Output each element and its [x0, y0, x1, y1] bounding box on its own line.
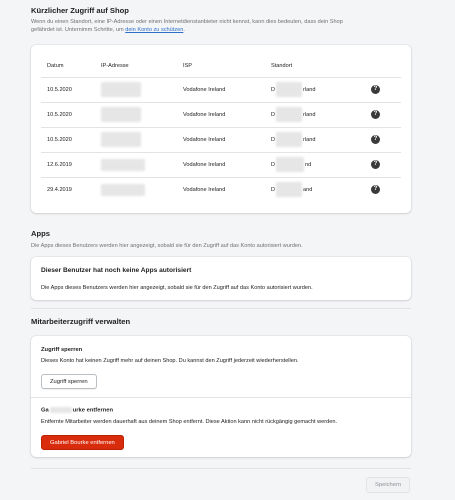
staff-access-card — [31, 336, 411, 457]
row-ip-redacted — [101, 152, 183, 177]
row-help — [371, 127, 401, 152]
location-suffix: and — [303, 187, 313, 194]
location-suffix: nd — [305, 161, 312, 168]
remove-title-prefix: Ga — [41, 407, 49, 414]
column-header-ip: IP-Adresse — [101, 55, 183, 77]
location-prefix: D — [271, 136, 276, 143]
section-divider — [31, 308, 411, 309]
recent-access-description — [31, 18, 421, 34]
apps-card-title: Dieser Benutzer hat noch keine Apps autorisiert — [41, 267, 192, 274]
table-row — [41, 77, 401, 102]
row-date: 29.4.2019 — [47, 186, 72, 193]
row-date: 10.5.2020 — [41, 77, 101, 102]
remove-staff-button[interactable]: Gabriel Bourke entfernen — [41, 435, 124, 450]
row-ip-redacted — [101, 102, 183, 127]
lock-access-title: Zugriff sperren — [41, 347, 83, 353]
row-help — [371, 102, 401, 127]
recent-access-desc-suffix: . — [183, 27, 185, 33]
lock-access-text: Dieses Konto hat keinen Zugriff mehr auf deinen Shop. Du kannst den Zugriff jederzeit wiederherstellen. — [41, 358, 299, 364]
column-header-location: Standort — [271, 55, 371, 77]
row-location — [271, 177, 371, 202]
row-date: 10.5.2020 — [41, 102, 101, 127]
column-header-help — [371, 55, 401, 77]
question-circle-icon[interactable]: ? — [371, 135, 380, 144]
save-button[interactable]: Speichern — [366, 477, 410, 493]
row-date: 10.5.2020 — [41, 127, 101, 152]
apps-card-text: Die Apps dieses Benutzers werden hier angezeigt, sobald sie für den Zugriff auf das Konto autorisiert wurden. — [41, 285, 313, 291]
table-row — [41, 177, 401, 202]
question-circle-icon[interactable]: ? — [371, 160, 380, 169]
table-header-row — [41, 55, 401, 77]
table-row — [41, 127, 401, 152]
row-location — [271, 127, 371, 152]
row-location — [271, 77, 371, 102]
footer-divider — [31, 468, 411, 469]
remove-staff-text: Entfernte Mitarbeiter werden dauerhaft aus deinem Shop entfernt. Diese Aktion kann nicht rückgängig gemacht werden. — [41, 419, 338, 425]
staff-card-divider — [31, 397, 411, 398]
location-suffix: rland — [303, 111, 316, 118]
location-prefix: D — [271, 187, 276, 194]
row-help — [371, 77, 401, 102]
recent-access-header — [31, 6, 421, 34]
row-isp: Vodafone Ireland — [183, 102, 271, 127]
row-location — [271, 152, 371, 177]
row-ip-redacted — [101, 177, 183, 202]
recent-access-title: Kürzlicher Zugriff auf Shop — [31, 6, 129, 15]
access-table — [41, 55, 401, 202]
apps-title: Apps — [31, 229, 50, 238]
row-isp: Vodafone Ireland — [183, 186, 226, 193]
lock-access-button[interactable]: Zugriff sperren — [41, 374, 97, 389]
apps-card — [31, 257, 411, 300]
row-isp: Vodafone Ireland — [183, 77, 271, 102]
location-suffix: rland — [303, 136, 316, 143]
row-location — [271, 102, 371, 127]
row-isp: Vodafone Ireland — [183, 152, 271, 177]
row-ip-redacted — [101, 127, 183, 152]
row-date: 12.6.2019 — [41, 152, 101, 177]
apps-description: Die Apps dieses Benutzers werden hier angezeigt, sobald sie für den Zugriff auf das Konto autorisiert wurden. — [31, 243, 303, 249]
question-circle-icon[interactable]: ? — [371, 110, 380, 119]
table-row — [41, 152, 401, 177]
protect-account-link[interactable]: dein Konto zu schützen — [125, 27, 184, 33]
location-prefix: D — [271, 86, 276, 93]
remove-title-suffix: urke entfernen — [72, 407, 114, 414]
question-circle-icon[interactable]: ? — [371, 85, 380, 94]
apps-header — [31, 229, 421, 250]
recent-access-desc-line2: gefährdet ist. Unternimm Schritte, um — [31, 27, 126, 33]
column-header-date: Datum — [41, 55, 101, 77]
recent-access-card — [31, 45, 411, 213]
column-header-isp: ISP — [183, 55, 271, 77]
location-prefix: D — [271, 161, 276, 168]
row-help — [371, 177, 401, 202]
staff-access-title: Mitarbeiterzugriff verwalten — [31, 317, 131, 326]
row-help — [371, 152, 401, 177]
table-row — [41, 102, 401, 127]
remove-staff-title — [41, 407, 113, 414]
question-circle-icon[interactable]: ? — [371, 185, 380, 194]
row-isp: Vodafone Ireland — [183, 127, 271, 152]
row-ip-redacted — [101, 77, 183, 102]
location-suffix: rland — [303, 86, 316, 93]
location-prefix: D — [271, 111, 276, 118]
recent-access-desc-line1: Wenn du einen Standort, eine IP-Adresse oder einen Internetdienstanbieter nicht kennst, kann dies bedeuten, dass dein Shop — [31, 19, 343, 25]
